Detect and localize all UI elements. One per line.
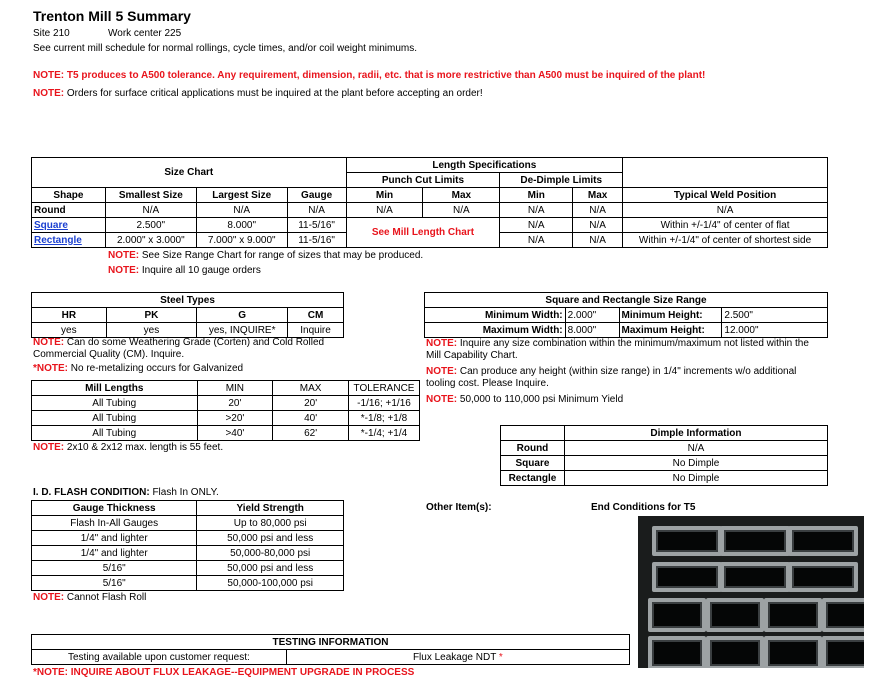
table-row: yes yes yes, INQUIRE* Inquire (32, 323, 344, 338)
col-gauge: Gauge (287, 188, 346, 203)
table-row: 1/4" and lighter 50,000 psi and less (32, 531, 344, 546)
site-label: Site 210 (33, 28, 70, 39)
size-chart-note-1: NOTE: See Size Range Chart for range of sizes that may be produced. (108, 250, 424, 261)
dimple-table (500, 425, 828, 486)
steel-types-title: Steel Types (32, 293, 344, 308)
page-title: Trenton Mill 5 Summary (33, 8, 191, 24)
other-items-label: Other Item(s): (426, 502, 492, 513)
size-range-note-1b: Mill Capability Chart. (426, 350, 518, 361)
note-surface: NOTE: Orders for surface critical applications must be inquired at the plant before accepting an order! (33, 88, 483, 99)
testing-table (31, 634, 630, 665)
table-row: Square 2.500" 8.000" 11-5/16" See Mill Length Chart N/A N/A Within +/-1/4" of center of flat (32, 218, 828, 233)
size-range-note-2b: tooling cost. Please Inquire. (426, 378, 549, 389)
size-range-note-2: NOTE: Can produce any height (within size range) in 1/4" increments w/o additional (426, 366, 797, 377)
dimple-title: Dimple Information (564, 426, 827, 441)
col-largest: Largest Size (196, 188, 287, 203)
steel-note-1b: Commercial Quality (CM). Inquire. (33, 349, 185, 360)
size-chart-title: Size Chart (32, 158, 347, 188)
table-row: 5/16" 50,000 psi and less (32, 561, 344, 576)
steel-note-1: NOTE: Can do some Weathering Grade (Corten) and Cold Rolled (33, 337, 325, 348)
col-dedimple-max: Max (573, 188, 623, 203)
dedimple-header: De-Dimple Limits (500, 173, 623, 188)
size-chart-note-2: NOTE: Inquire all 10 gauge orders (108, 265, 261, 276)
intro-text: See current mill schedule for normal rollings, cycle times, and/or coil weight minimums. (33, 43, 418, 54)
rectangle-link[interactable]: Rectangle (34, 234, 82, 246)
mill-lengths-table: Mill Lengths MIN MAX TOLERANCE All Tubing 20' 20' -1/16; +1/16 All Tubing >20' 40' *-1/8; +1/8 All Tubing >40' 62' *-1/4; +1/4 (31, 380, 420, 441)
size-range-title: Square and Rectangle Size Range (425, 293, 828, 308)
table-row: 5/16" 50,000-100,000 psi (32, 576, 344, 591)
see-mill-length-chart: See Mill Length Chart (346, 218, 500, 248)
steel-types-table: Steel Types HR PK G CM yes yes yes, INQUIRE* Inquire (31, 292, 344, 338)
table-row: Rectangle 2.000" x 3.000" 7.000" x 9.000" 11-5/16" N/A N/A Within +/-1/4" of center of shortest side (32, 233, 828, 248)
flash-note: NOTE: Cannot Flash Roll (33, 592, 147, 603)
size-range-note-1: NOTE: Inquire any size combination within the minimum/maximum not listed within the (426, 338, 809, 349)
table-row: All Tubing >20' 40' *-1/8; +1/8 (32, 411, 420, 426)
work-center-label: Work center 225 (108, 28, 182, 39)
flash-condition: I. D. FLASH CONDITION: Flash In ONLY. (33, 487, 219, 498)
table-row: Round N/A N/A N/A N/A N/A N/A N/A N/A (32, 203, 828, 218)
col-punch-min: Min (346, 188, 423, 203)
end-conditions-label: End Conditions for T5 (591, 502, 696, 513)
punch-cut-header: Punch Cut Limits (346, 173, 500, 188)
end-conditions-photo (638, 516, 864, 668)
mill-lengths-note: NOTE: 2x10 & 2x12 max. length is 55 feet. (33, 442, 224, 453)
testing-title: TESTING INFORMATION (32, 635, 630, 650)
col-weld: Typical Weld Position (623, 188, 828, 203)
length-spec-header: Length Specifications (346, 158, 623, 173)
table-row: All Tubing >40' 62' *-1/4; +1/4 (32, 426, 420, 441)
steel-note-2: *NOTE: No re-metalizing occurs for Galvanized (33, 363, 244, 374)
table-row: All Tubing 20' 20' -1/16; +1/16 (32, 396, 420, 411)
table-row: 1/4" and lighter 50,000-80,000 psi (32, 546, 344, 561)
table-row: Round N/A (501, 441, 828, 456)
col-punch-max: Max (423, 188, 500, 203)
size-range-note-3: NOTE: 50,000 to 110,000 psi Minimum Yield (426, 394, 624, 405)
flash-table: Gauge Thickness Yield Strength Flash In-All Gauges Up to 80,000 psi 1/4" and lighter 50,000 psi and less 1/4" and lighter 50,000-80,000 psi 5/16" 50,000 psi and less 5/16" 50,000-100,000 psi (31, 500, 344, 591)
square-link[interactable]: Square (34, 219, 68, 231)
table-row: Flash In-All Gauges Up to 80,000 psi (32, 516, 344, 531)
size-range-table: Square and Rectangle Size Range Minimum Width: 2.000" Minimum Height: 2.500" Maximum Width: 8.000" Maximum Height: 12.000" (424, 292, 828, 338)
col-dedimple-min: Min (500, 188, 573, 203)
table-row: Rectangle No Dimple (501, 471, 828, 486)
col-shape: Shape (32, 188, 106, 203)
testing-note: *NOTE: INQUIRE ABOUT FLUX LEAKAGE--EQUIPMENT UPGRADE IN PROCESS (33, 667, 415, 678)
col-smallest: Smallest Size (105, 188, 196, 203)
size-chart-table (31, 157, 828, 248)
table-row: Testing available upon customer request: Flux Leakage NDT * (32, 650, 630, 665)
note-a500: NOTE: T5 produces to A500 tolerance. Any requirement, dimension, radii, etc. that is more restrictive than A500 must be inquired of the plant! (33, 70, 706, 81)
table-row: Square No Dimple (501, 456, 828, 471)
